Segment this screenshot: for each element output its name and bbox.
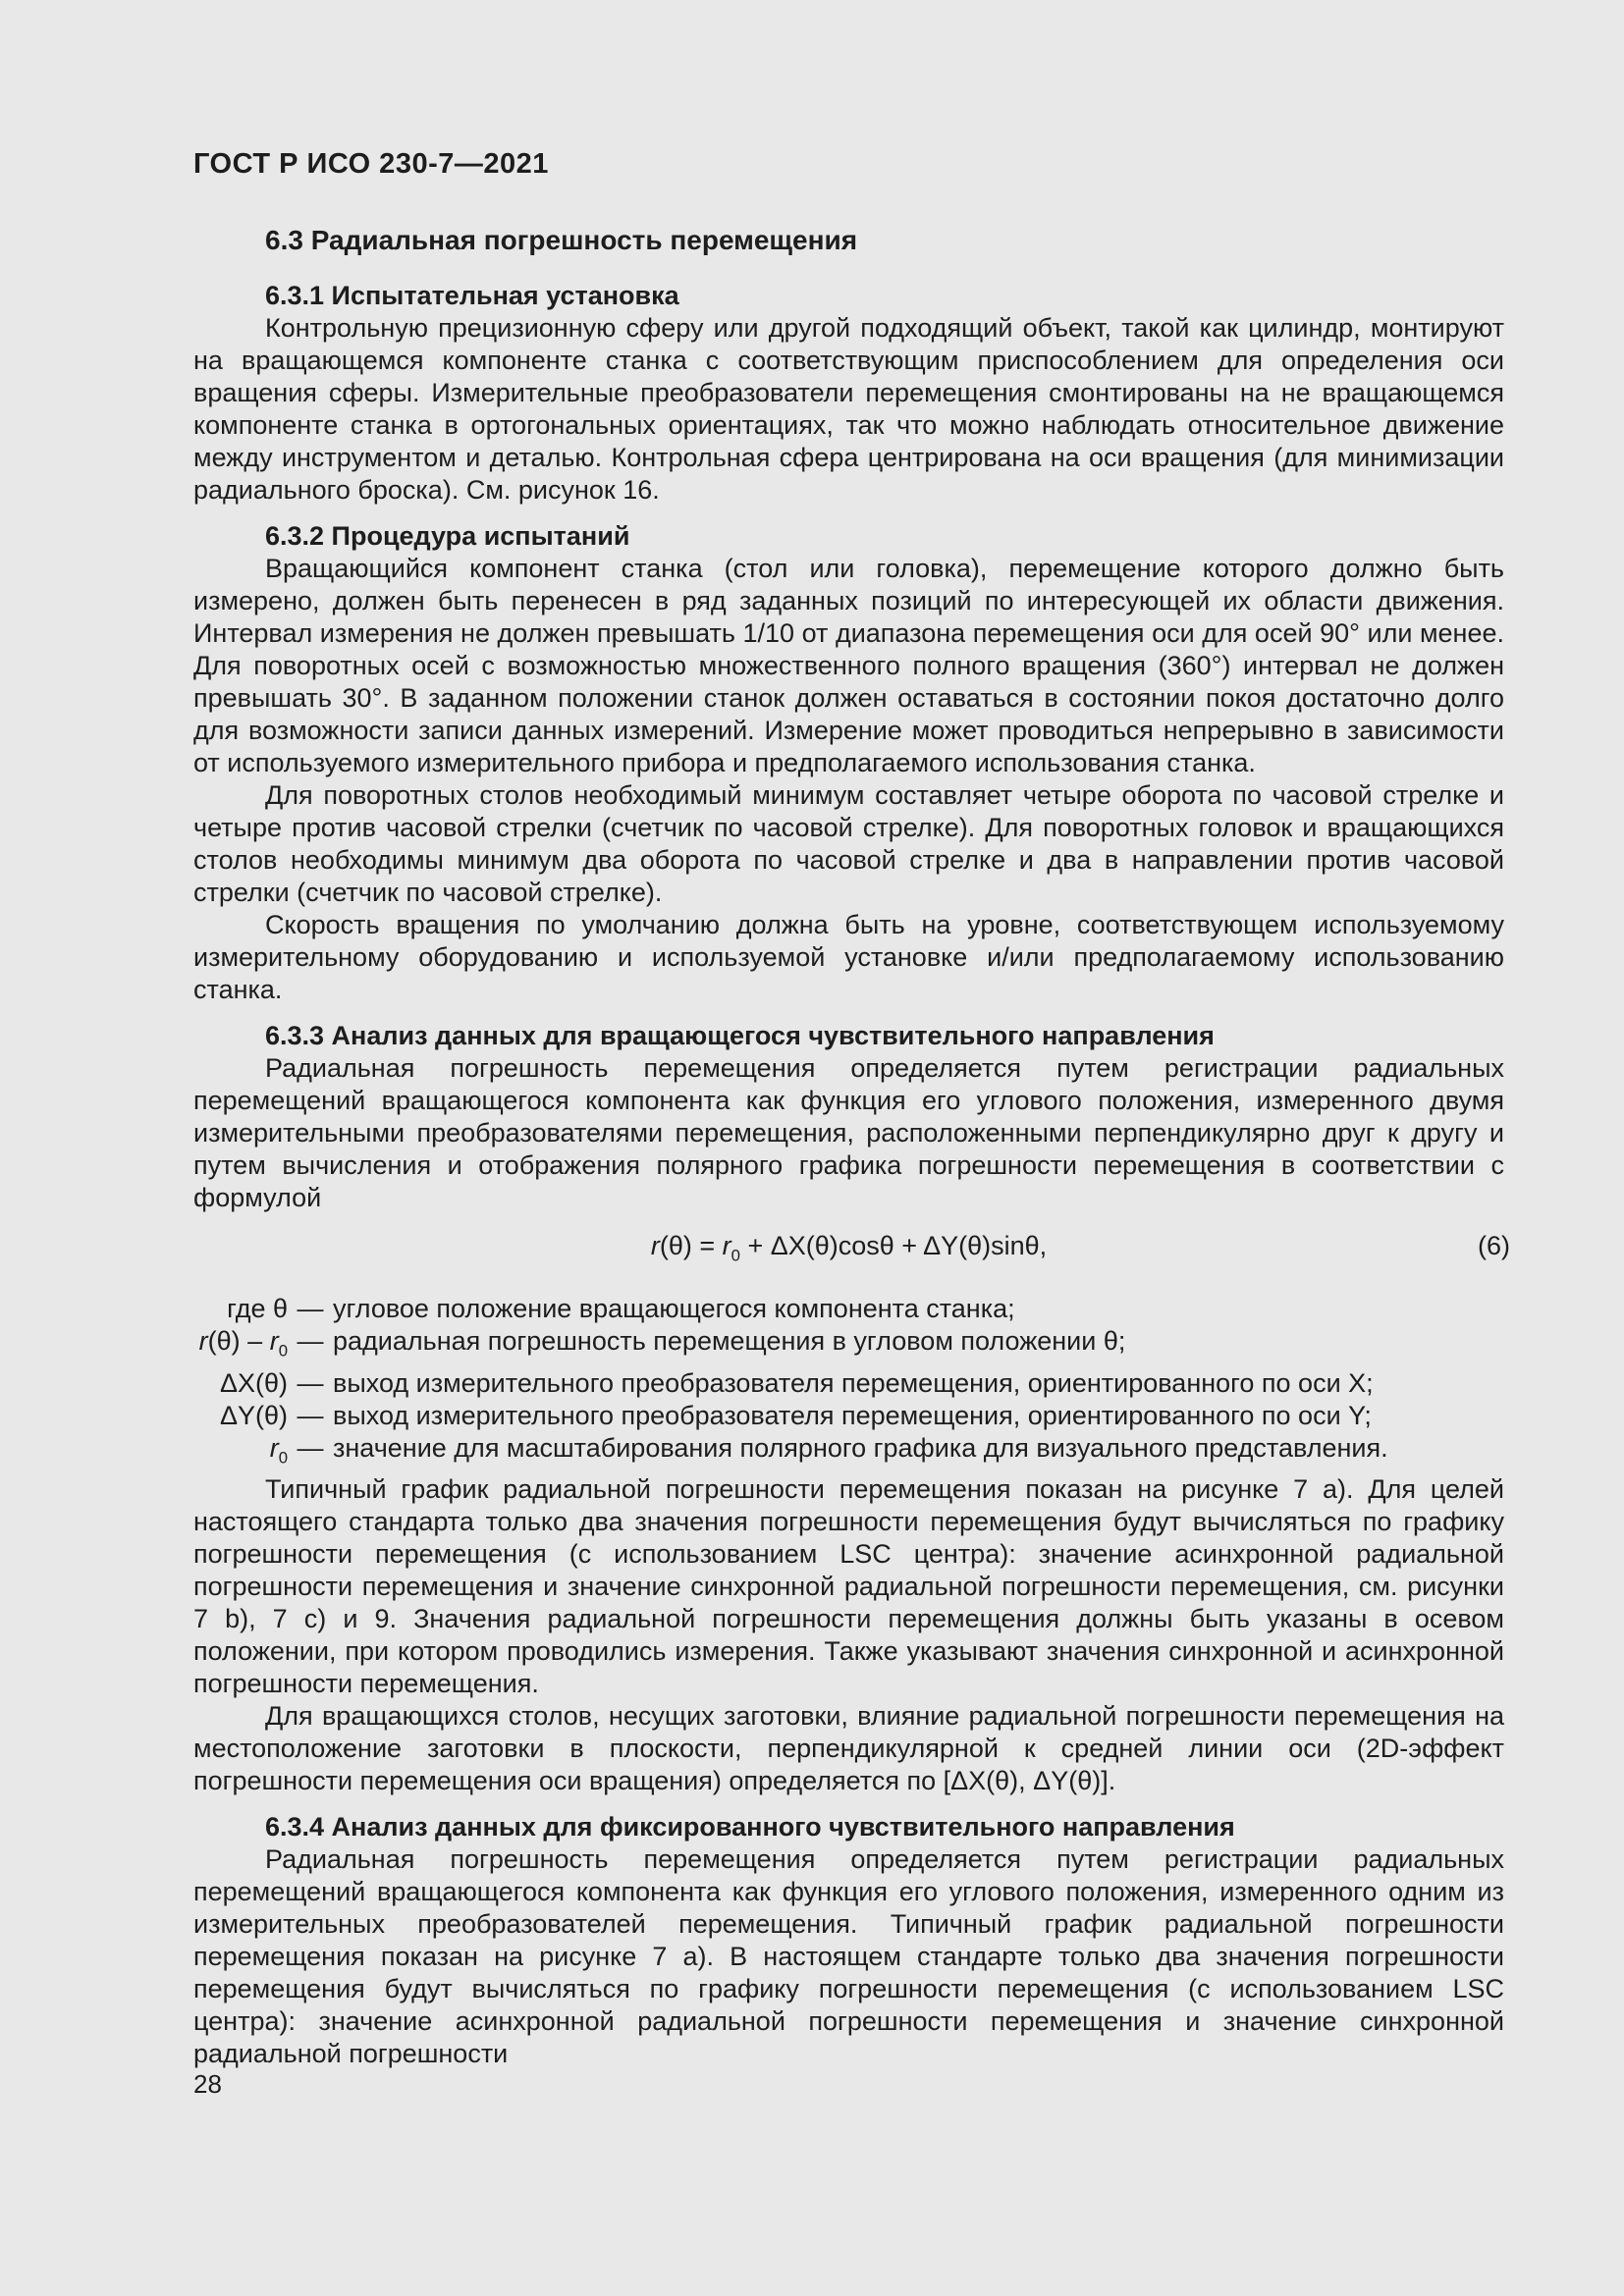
heading-6-3-4: 6.3.4 Анализ данных для фиксированного чувствительного направления: [265, 1812, 1235, 1842]
where-description: угловое положение вращающегося компонента станка;: [333, 1294, 1015, 1324]
heading-6-3: 6.3 Радиальная погрешность перемещения: [265, 225, 858, 255]
paragraph-6-3-2-1: Вращающийся компонент станка (стол или головка), перемещение которого должно быть измерено, должен быть перенесен в ряд заданных позиций по интересующей их области движения. Интервал измерения не должен превышать 1/10 от диапазона перемещения оси для осей 90° или менее. Для поворотных осей с возможностью множественного полного вращения (360°) интервал не должен превышать 30°. В заданном положении станок должен оставаться в состоянии покоя достаточно долго для возможности записи данных измерений. Измерение может проводиться непрерывно в зависимости от используемого измерительного прибора и предполагаемого использования станка.: [193, 554, 1504, 777]
paragraph-6-3-2-2: Для поворотных столов необходимый минимум составляет четыре оборота по часовой стрелке и четыре против часовой стрелки (счетчик по часовой стрелке). Для поворотных головок и вращающихся столов необходимы минимум два оборота по часовой стрелке и два в направлении против часовой стрелки (счетчик по часовой стрелке).: [193, 780, 1504, 907]
page-content: [193, 0, 1510, 2070]
paragraph-6-3-1: Контрольную прецизионную сферу или другой подходящий объект, такой как цилиндр, монтируют на вращающемся компоненте станка с соответствующим приспособлением для определения оси вращения сферы. Измерительные преобразователи перемещения смонтированы на не вращающемся компоненте станка в ортогональных ориентациях, так что можно наблюдать относительное движение между инструментом и деталью. Контрольная сфера центрирована на оси вращения (для минимизации радиального броска). См. рисунок 16.: [193, 313, 1504, 505]
page-number: 28: [193, 2069, 222, 2099]
formula-6-number: (6): [1478, 1231, 1510, 1260]
formula-where-list: [193, 1293, 1504, 1473]
where-term: $r_0$: [269, 1432, 288, 1468]
paragraph-6-3-3-2: Типичный график радиальной погрешности перемещения показан на рисунке 7 a). Для целей настоящего стандарта только два значения погрешности перемещения будут вычисляться по графику погрешности перемещения (с использованием LSC центра): значение асинхронной радиальной погрешности перемещения и значение синхронной радиальной погрешности перемещения, см. рисунки 7 b), 7 c) и 9. Значения радиальной погрешности перемещения должны быть указаны в осевом положении, при котором проводились измерения. Также указывают значения синхронной и асинхронной погрешности перемещения.: [193, 1474, 1504, 1699]
paragraph-6-3-2-3: Скорость вращения по умолчанию должна быть на уровне, соответствующем используемому измерительному оборудованию и используемой установке и/или предполагаемому использованию станка.: [193, 910, 1504, 1004]
where-dash: —: [297, 1367, 324, 1398]
where-item: [193, 1293, 1504, 1325]
heading-6-3-1: 6.3.1 Испытательная установка: [265, 281, 679, 310]
where-description: выход измерительного преобразователя перемещения, ориентированного по оси X;: [333, 1367, 1374, 1398]
running-header: ГОСТ Р ИСО 230-7—2021: [193, 148, 549, 180]
where-dash: —: [297, 1294, 324, 1324]
where-dash: —: [297, 1400, 324, 1430]
where-description: значение для масштабирования полярного графика для визуального представления.: [333, 1432, 1388, 1463]
where-term: ΔX(θ): [219, 1367, 288, 1398]
where-term: ΔY(θ): [219, 1400, 288, 1430]
where-item: [193, 1400, 1504, 1432]
where-item: [193, 1367, 1504, 1400]
paragraph-6-3-3-3: Для вращающихся столов, несущих заготовки, влияние радиальной погрешности перемещения на местоположение заготовки в плоскости, перпендикулярной к средней линии оси (2D-эффект погрешности перемещения оси вращения) определяется по [ΔX(θ), ΔY(θ)].: [193, 1701, 1504, 1796]
where-item: [193, 1325, 1504, 1366]
heading-6-3-3: 6.3.3 Анализ данных для вращающегося чувствительного направления: [265, 1021, 1215, 1050]
where-term: где θ: [227, 1294, 288, 1324]
where-dash: —: [297, 1326, 324, 1357]
formula-6: [193, 1230, 1510, 1271]
where-description: выход измерительного преобразователя перемещения, ориентированного по оси Y;: [333, 1400, 1372, 1430]
where-term: $r(\theta) - r_0$: [198, 1326, 288, 1361]
heading-6-3-2: 6.3.2 Процедура испытаний: [265, 521, 630, 551]
paragraph-6-3-4-1: Радиальная погрешность перемещения определяется путем регистрации радиальных перемещений вращающегося компонента как функция его углового положения, измеренного одним из измерительных преобразователей перемещения. Типичный график радиальной погрешности перемещения показан на рисунке 7 a). В настоящем стандарте только два значения погрешности перемещения будут вычисляться по графику погрешности перемещения (с использованием LSC центра): значение асинхронной радиальной погрешности перемещения и значение синхронной радиальной погрешности: [193, 1844, 1504, 2069]
where-item: [193, 1432, 1504, 1473]
formula-6-expression: $r(\theta) = r_0 + \Delta X(\theta)\cos\theta + \Delta Y(\theta)\sin\theta$,: [650, 1231, 1048, 1265]
where-dash: —: [297, 1432, 324, 1463]
paragraph-6-3-3-1: Радиальная погрешность перемещения определяется путем регистрации радиальных перемещений вращающегося компонента как функция его углового положения, измеренного двумя измерительными преобразователями перемещения, расположенными перпендикулярно друг к другу и путем вычисления и отображения полярного графика погрешности перемещения в соответствии с формулой: [193, 1053, 1504, 1212]
where-description: радиальная погрешность перемещения в угловом положении θ;: [333, 1326, 1126, 1357]
